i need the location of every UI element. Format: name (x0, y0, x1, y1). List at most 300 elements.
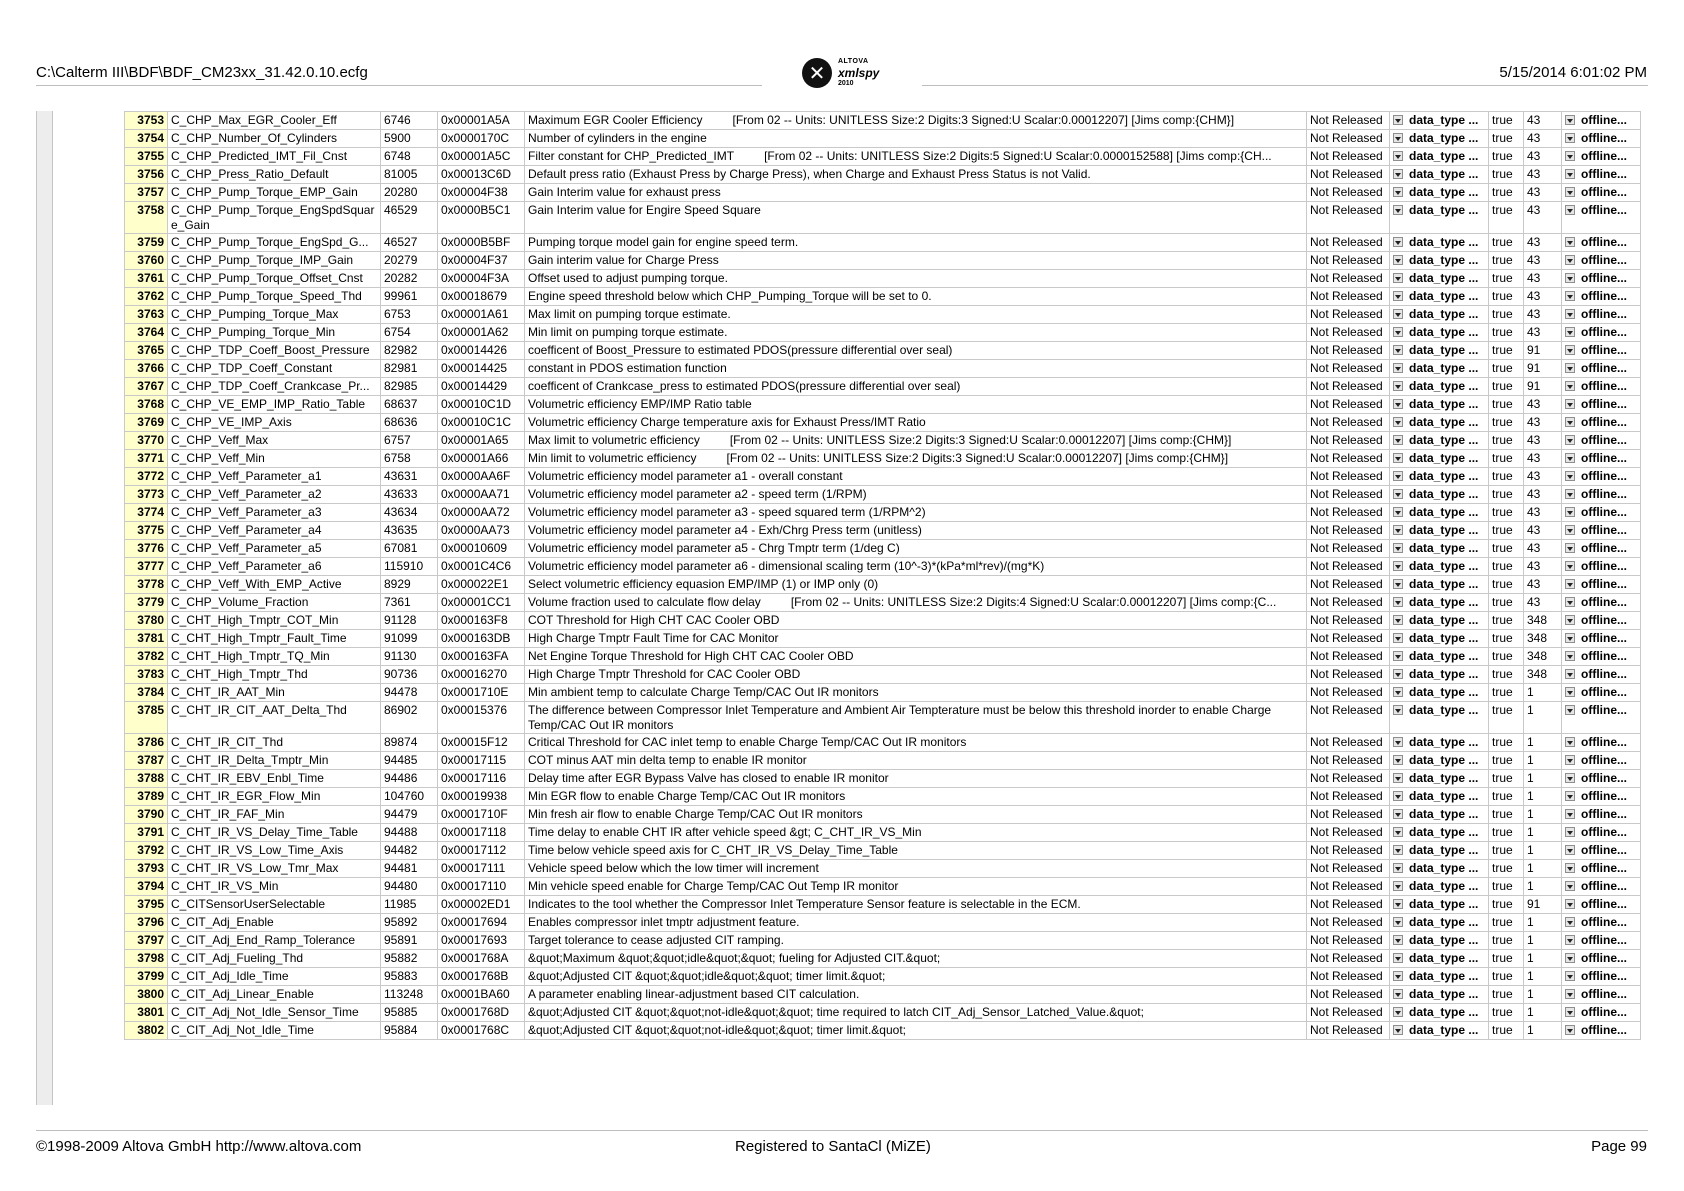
data-type-dropdown[interactable] (1390, 522, 1489, 540)
flag-value: true (1489, 666, 1524, 684)
dropdown-arrow-icon[interactable] (1393, 363, 1403, 373)
dropdown-arrow-icon[interactable] (1565, 543, 1575, 553)
mode-label: offline... (1581, 649, 1627, 663)
parameter-description (525, 234, 1307, 252)
mode-dropdown[interactable] (1562, 360, 1641, 378)
mode-dropdown[interactable] (1562, 914, 1641, 932)
mode-dropdown[interactable] (1562, 1022, 1641, 1040)
dropdown-arrow-icon[interactable] (1393, 935, 1403, 945)
dropdown-arrow-icon[interactable] (1565, 863, 1575, 873)
table-row (125, 396, 1641, 414)
flag-value: true (1489, 540, 1524, 558)
row-number: 3759 (125, 234, 168, 252)
dropdown-arrow-icon[interactable] (1565, 687, 1575, 697)
mode-dropdown[interactable] (1562, 540, 1641, 558)
data-type-dropdown[interactable] (1390, 806, 1489, 824)
dropdown-arrow-icon[interactable] (1393, 863, 1403, 873)
dropdown-arrow-icon[interactable] (1565, 615, 1575, 625)
release-status: Not Released (1307, 752, 1390, 770)
mode-dropdown[interactable] (1562, 486, 1641, 504)
parameter-id: 95892 (381, 914, 438, 932)
parameter-address: 0x00010C1C (438, 414, 525, 432)
dropdown-arrow-icon[interactable] (1393, 399, 1403, 409)
parameter-name: C_CHT_IR_EBV_Enbl_Time (168, 770, 381, 788)
description-text: Vehicle speed below which the low timer will increment (528, 861, 819, 875)
dropdown-arrow-icon[interactable] (1565, 827, 1575, 837)
mode-dropdown[interactable] (1562, 1004, 1641, 1022)
mode-dropdown[interactable] (1562, 432, 1641, 450)
mode-dropdown[interactable] (1562, 932, 1641, 950)
dropdown-arrow-icon[interactable] (1393, 489, 1403, 499)
mode-label: offline... (1581, 969, 1627, 983)
parameter-address: 0x00019938 (438, 788, 525, 806)
parameter-description (525, 860, 1307, 878)
data-type-label: data_type ... (1409, 735, 1479, 749)
dropdown-arrow-icon[interactable] (1393, 899, 1403, 909)
release-status: Not Released (1307, 522, 1390, 540)
mode-label: offline... (1581, 325, 1627, 339)
dropdown-arrow-icon[interactable] (1565, 187, 1575, 197)
dropdown-arrow-icon[interactable] (1565, 345, 1575, 355)
data-type-dropdown[interactable] (1390, 414, 1489, 432)
mode-dropdown[interactable] (1562, 594, 1641, 612)
dropdown-arrow-icon[interactable] (1565, 291, 1575, 301)
data-type-label: data_type ... (1409, 271, 1479, 285)
dropdown-arrow-icon[interactable] (1393, 1007, 1403, 1017)
dropdown-arrow-icon[interactable] (1565, 205, 1575, 215)
data-type-dropdown[interactable] (1390, 734, 1489, 752)
release-status: Not Released (1307, 184, 1390, 202)
data-type-label: data_type ... (1409, 131, 1479, 145)
group-value: 1 (1524, 788, 1562, 806)
release-status: Not Released (1307, 666, 1390, 684)
parameter-name: C_CHP_Pump_Torque_EngSpd_G... (168, 234, 381, 252)
mode-label: offline... (1581, 1023, 1627, 1037)
data-type-label: data_type ... (1409, 825, 1479, 839)
row-number: 3797 (125, 932, 168, 950)
data-type-dropdown[interactable] (1390, 752, 1489, 770)
parameter-address: 0x0000AA6F (438, 468, 525, 486)
row-number: 3773 (125, 486, 168, 504)
parameter-address: 0x0001C4C6 (438, 558, 525, 576)
data-type-dropdown[interactable] (1390, 630, 1489, 648)
dropdown-arrow-icon[interactable] (1393, 687, 1403, 697)
parameter-name: C_CHT_IR_CIT_Thd (168, 734, 381, 752)
parameter-address: 0x00001A65 (438, 432, 525, 450)
dropdown-arrow-icon[interactable] (1393, 737, 1403, 747)
row-number: 3794 (125, 878, 168, 896)
parameter-id: 94479 (381, 806, 438, 824)
dropdown-arrow-icon[interactable] (1393, 791, 1403, 801)
dropdown-arrow-icon[interactable] (1393, 151, 1403, 161)
mode-dropdown[interactable] (1562, 504, 1641, 522)
row-number: 3791 (125, 824, 168, 842)
mode-dropdown[interactable] (1562, 878, 1641, 896)
mode-dropdown[interactable] (1562, 576, 1641, 594)
data-type-dropdown[interactable] (1390, 666, 1489, 684)
data-type-label: data_type ... (1409, 523, 1479, 537)
data-type-dropdown[interactable] (1390, 594, 1489, 612)
data-type-dropdown[interactable] (1390, 1004, 1489, 1022)
parameter-name: C_CHT_IR_VS_Low_Tmr_Max (168, 860, 381, 878)
data-type-label: data_type ... (1409, 703, 1479, 717)
dropdown-arrow-icon[interactable] (1393, 953, 1403, 963)
mode-dropdown[interactable] (1562, 252, 1641, 270)
data-type-dropdown[interactable] (1390, 878, 1489, 896)
data-type-dropdown[interactable] (1390, 234, 1489, 252)
dropdown-arrow-icon[interactable] (1393, 417, 1403, 427)
parameter-address: 0x00001A62 (438, 324, 525, 342)
data-type-dropdown[interactable] (1390, 486, 1489, 504)
row-number: 3764 (125, 324, 168, 342)
mode-dropdown[interactable] (1562, 130, 1641, 148)
dropdown-arrow-icon[interactable] (1565, 309, 1575, 319)
mode-dropdown[interactable] (1562, 414, 1641, 432)
dropdown-arrow-icon[interactable] (1565, 881, 1575, 891)
dropdown-arrow-icon[interactable] (1393, 453, 1403, 463)
group-value: 1 (1524, 734, 1562, 752)
mode-label: offline... (1581, 933, 1627, 947)
parameter-id: 91128 (381, 612, 438, 630)
dropdown-arrow-icon[interactable] (1393, 827, 1403, 837)
dropdown-arrow-icon[interactable] (1565, 737, 1575, 747)
mode-dropdown[interactable] (1562, 648, 1641, 666)
mode-dropdown[interactable] (1562, 950, 1641, 968)
parameter-id: 67081 (381, 540, 438, 558)
data-type-dropdown[interactable] (1390, 112, 1489, 130)
table-row (125, 1004, 1641, 1022)
parameter-address: 0x000163FA (438, 648, 525, 666)
parameter-name: C_CHP_Pumping_Torque_Min (168, 324, 381, 342)
parameter-name: C_CIT_Adj_End_Ramp_Tolerance (168, 932, 381, 950)
dropdown-arrow-icon[interactable] (1393, 989, 1403, 999)
mode-dropdown[interactable] (1562, 202, 1641, 234)
dropdown-arrow-icon[interactable] (1393, 651, 1403, 661)
dropdown-arrow-icon[interactable] (1393, 435, 1403, 445)
dropdown-arrow-icon[interactable] (1393, 345, 1403, 355)
dropdown-arrow-icon[interactable] (1565, 845, 1575, 855)
table-row (125, 860, 1641, 878)
data-type-dropdown[interactable] (1390, 788, 1489, 806)
dropdown-arrow-icon[interactable] (1565, 237, 1575, 247)
parameter-id: 43631 (381, 468, 438, 486)
release-status: Not Released (1307, 306, 1390, 324)
table-row (125, 486, 1641, 504)
data-type-dropdown[interactable] (1390, 770, 1489, 788)
parameter-name: C_CHP_Veff_Parameter_a5 (168, 540, 381, 558)
data-type-dropdown[interactable] (1390, 540, 1489, 558)
parameter-name: C_CHP_Pump_Torque_IMP_Gain (168, 252, 381, 270)
data-type-dropdown[interactable] (1390, 360, 1489, 378)
mode-dropdown[interactable] (1562, 734, 1641, 752)
group-value: 43 (1524, 324, 1562, 342)
parameter-address: 0x0001710F (438, 806, 525, 824)
dropdown-arrow-icon[interactable] (1393, 291, 1403, 301)
dropdown-arrow-icon[interactable] (1393, 327, 1403, 337)
flag-value: true (1489, 288, 1524, 306)
data-type-dropdown[interactable] (1390, 166, 1489, 184)
mode-label: offline... (1581, 149, 1627, 163)
mode-dropdown[interactable] (1562, 342, 1641, 360)
release-status: Not Released (1307, 824, 1390, 842)
dropdown-arrow-icon[interactable] (1565, 633, 1575, 643)
dropdown-arrow-icon[interactable] (1393, 471, 1403, 481)
dropdown-arrow-icon[interactable] (1565, 489, 1575, 499)
mode-dropdown[interactable] (1562, 112, 1641, 130)
mode-dropdown[interactable] (1562, 184, 1641, 202)
mode-dropdown[interactable] (1562, 860, 1641, 878)
dropdown-arrow-icon[interactable] (1565, 525, 1575, 535)
dropdown-arrow-icon[interactable] (1393, 237, 1403, 247)
data-type-dropdown[interactable] (1390, 306, 1489, 324)
data-type-label: data_type ... (1409, 487, 1479, 501)
mode-dropdown[interactable] (1562, 468, 1641, 486)
dropdown-arrow-icon[interactable] (1393, 255, 1403, 265)
data-type-dropdown[interactable] (1390, 432, 1489, 450)
row-number: 3793 (125, 860, 168, 878)
data-type-dropdown[interactable] (1390, 914, 1489, 932)
dropdown-arrow-icon[interactable] (1393, 543, 1403, 553)
dropdown-arrow-icon[interactable] (1565, 435, 1575, 445)
dropdown-arrow-icon[interactable] (1565, 471, 1575, 481)
data-type-dropdown[interactable] (1390, 342, 1489, 360)
mode-dropdown[interactable] (1562, 896, 1641, 914)
data-type-dropdown[interactable] (1390, 684, 1489, 702)
flag-value: true (1489, 112, 1524, 130)
parameter-id: 86902 (381, 702, 438, 734)
dropdown-arrow-icon[interactable] (1565, 1025, 1575, 1035)
dropdown-arrow-icon[interactable] (1565, 917, 1575, 927)
data-type-dropdown[interactable] (1390, 324, 1489, 342)
mode-dropdown[interactable] (1562, 630, 1641, 648)
header-divider-right (922, 85, 1648, 86)
description-text: coefficent of Boost_Pressure to estimated PDOS(pressure differential over seal) (528, 343, 953, 357)
mode-dropdown[interactable] (1562, 450, 1641, 468)
mode-dropdown[interactable] (1562, 684, 1641, 702)
dropdown-arrow-icon[interactable] (1565, 809, 1575, 819)
row-number: 3786 (125, 734, 168, 752)
dropdown-arrow-icon[interactable] (1393, 809, 1403, 819)
flag-value: true (1489, 148, 1524, 166)
dropdown-arrow-icon[interactable] (1565, 755, 1575, 765)
dropdown-arrow-icon[interactable] (1565, 1007, 1575, 1017)
data-type-dropdown[interactable] (1390, 184, 1489, 202)
dropdown-arrow-icon[interactable] (1393, 169, 1403, 179)
description-text: Max limit to volumetric efficiency (528, 433, 700, 447)
parameter-address: 0x0000B5C1 (438, 202, 525, 234)
dropdown-arrow-icon[interactable] (1393, 597, 1403, 607)
data-type-dropdown[interactable] (1390, 702, 1489, 734)
dropdown-arrow-icon[interactable] (1565, 169, 1575, 179)
dropdown-arrow-icon[interactable] (1565, 507, 1575, 517)
dropdown-arrow-icon[interactable] (1565, 133, 1575, 143)
data-type-dropdown[interactable] (1390, 648, 1489, 666)
dropdown-arrow-icon[interactable] (1565, 791, 1575, 801)
dropdown-arrow-icon[interactable] (1393, 773, 1403, 783)
dropdown-arrow-icon[interactable] (1393, 755, 1403, 765)
data-type-dropdown[interactable] (1390, 396, 1489, 414)
dropdown-arrow-icon[interactable] (1393, 115, 1403, 125)
mode-dropdown[interactable] (1562, 752, 1641, 770)
mode-dropdown[interactable] (1562, 824, 1641, 842)
group-value: 1 (1524, 824, 1562, 842)
dropdown-arrow-icon[interactable] (1565, 273, 1575, 283)
mode-dropdown[interactable] (1562, 842, 1641, 860)
dropdown-arrow-icon[interactable] (1565, 597, 1575, 607)
data-type-dropdown[interactable] (1390, 860, 1489, 878)
dropdown-arrow-icon[interactable] (1393, 507, 1403, 517)
dropdown-arrow-icon[interactable] (1393, 669, 1403, 679)
flag-value: true (1489, 968, 1524, 986)
mode-dropdown[interactable] (1562, 806, 1641, 824)
data-type-dropdown[interactable] (1390, 932, 1489, 950)
description-text: Net Engine Torque Threshold for High CHT CAC Cooler OBD (528, 649, 854, 663)
table-row (125, 752, 1641, 770)
dropdown-arrow-icon[interactable] (1565, 255, 1575, 265)
parameter-address: 0x00001A61 (438, 306, 525, 324)
data-type-dropdown[interactable] (1390, 986, 1489, 1004)
release-status: Not Released (1307, 788, 1390, 806)
flag-value: true (1489, 166, 1524, 184)
parameter-description (525, 666, 1307, 684)
mode-dropdown[interactable] (1562, 148, 1641, 166)
data-type-dropdown[interactable] (1390, 148, 1489, 166)
dropdown-arrow-icon[interactable] (1565, 327, 1575, 337)
mode-dropdown[interactable] (1562, 288, 1641, 306)
data-type-dropdown[interactable] (1390, 202, 1489, 234)
dropdown-arrow-icon[interactable] (1565, 381, 1575, 391)
data-type-dropdown[interactable] (1390, 504, 1489, 522)
flag-value: true (1489, 842, 1524, 860)
parameter-address: 0x00017112 (438, 842, 525, 860)
dropdown-arrow-icon[interactable] (1393, 633, 1403, 643)
dropdown-arrow-icon[interactable] (1565, 953, 1575, 963)
dropdown-arrow-icon[interactable] (1393, 1025, 1403, 1035)
dropdown-arrow-icon[interactable] (1565, 989, 1575, 999)
dropdown-arrow-icon[interactable] (1393, 971, 1403, 981)
data-type-dropdown[interactable] (1390, 824, 1489, 842)
data-type-dropdown[interactable] (1390, 576, 1489, 594)
data-type-dropdown[interactable] (1390, 252, 1489, 270)
dropdown-arrow-icon[interactable] (1393, 615, 1403, 625)
dropdown-arrow-icon[interactable] (1565, 561, 1575, 571)
dropdown-arrow-icon[interactable] (1393, 133, 1403, 143)
data-type-label: data_type ... (1409, 595, 1479, 609)
table-row (125, 360, 1641, 378)
data-type-dropdown[interactable] (1390, 288, 1489, 306)
data-type-dropdown[interactable] (1390, 130, 1489, 148)
mode-dropdown[interactable] (1562, 378, 1641, 396)
dropdown-arrow-icon[interactable] (1565, 579, 1575, 589)
mode-dropdown[interactable] (1562, 968, 1641, 986)
dropdown-arrow-icon[interactable] (1393, 705, 1403, 715)
dropdown-arrow-icon[interactable] (1393, 187, 1403, 197)
group-value: 43 (1524, 234, 1562, 252)
row-number: 3783 (125, 666, 168, 684)
group-value: 43 (1524, 540, 1562, 558)
mode-dropdown[interactable] (1562, 666, 1641, 684)
dropdown-arrow-icon[interactable] (1565, 399, 1575, 409)
table-row (125, 540, 1641, 558)
data-type-dropdown[interactable] (1390, 950, 1489, 968)
dropdown-arrow-icon[interactable] (1565, 417, 1575, 427)
dropdown-arrow-icon[interactable] (1565, 899, 1575, 909)
data-type-dropdown[interactable] (1390, 270, 1489, 288)
dropdown-arrow-icon[interactable] (1393, 579, 1403, 589)
data-type-dropdown[interactable] (1390, 450, 1489, 468)
mode-label: offline... (1581, 897, 1627, 911)
mode-dropdown[interactable] (1562, 788, 1641, 806)
dropdown-arrow-icon[interactable] (1393, 561, 1403, 571)
dropdown-arrow-icon[interactable] (1565, 705, 1575, 715)
data-type-dropdown[interactable] (1390, 468, 1489, 486)
dropdown-arrow-icon[interactable] (1393, 309, 1403, 319)
mode-dropdown[interactable] (1562, 558, 1641, 576)
dropdown-arrow-icon[interactable] (1565, 453, 1575, 463)
parameter-address: 0x0001BA60 (438, 986, 525, 1004)
data-type-dropdown[interactable] (1390, 558, 1489, 576)
parameter-id: 20279 (381, 252, 438, 270)
release-status: Not Released (1307, 878, 1390, 896)
dropdown-arrow-icon[interactable] (1565, 773, 1575, 783)
data-type-dropdown[interactable] (1390, 968, 1489, 986)
dropdown-arrow-icon[interactable] (1565, 669, 1575, 679)
dropdown-arrow-icon[interactable] (1393, 273, 1403, 283)
parameter-name: C_CHT_High_Tmptr_COT_Min (168, 612, 381, 630)
data-type-dropdown[interactable] (1390, 1022, 1489, 1040)
data-type-dropdown[interactable] (1390, 612, 1489, 630)
altova-logo (800, 56, 892, 92)
dropdown-arrow-icon[interactable] (1565, 971, 1575, 981)
mode-dropdown[interactable] (1562, 770, 1641, 788)
table-row (125, 504, 1641, 522)
dropdown-arrow-icon[interactable] (1393, 205, 1403, 215)
dropdown-arrow-icon[interactable] (1565, 651, 1575, 661)
dropdown-arrow-icon[interactable] (1565, 363, 1575, 373)
dropdown-arrow-icon[interactable] (1565, 115, 1575, 125)
data-type-dropdown[interactable] (1390, 842, 1489, 860)
dropdown-arrow-icon[interactable] (1393, 381, 1403, 391)
mode-label: offline... (1581, 397, 1627, 411)
group-value: 43 (1524, 522, 1562, 540)
dropdown-arrow-icon[interactable] (1565, 151, 1575, 161)
data-type-dropdown[interactable] (1390, 896, 1489, 914)
dropdown-arrow-icon[interactable] (1565, 935, 1575, 945)
mode-dropdown[interactable] (1562, 612, 1641, 630)
mode-label: offline... (1581, 361, 1627, 375)
mode-dropdown[interactable] (1562, 270, 1641, 288)
release-status: Not Released (1307, 950, 1390, 968)
mode-dropdown[interactable] (1562, 396, 1641, 414)
mode-dropdown[interactable] (1562, 324, 1641, 342)
mode-dropdown[interactable] (1562, 986, 1641, 1004)
mode-dropdown[interactable] (1562, 306, 1641, 324)
dropdown-arrow-icon[interactable] (1393, 525, 1403, 535)
dropdown-arrow-icon[interactable] (1393, 917, 1403, 927)
table-row (125, 324, 1641, 342)
mode-dropdown[interactable] (1562, 234, 1641, 252)
dropdown-arrow-icon[interactable] (1393, 881, 1403, 891)
mode-dropdown[interactable] (1562, 522, 1641, 540)
mode-label: offline... (1581, 235, 1627, 249)
data-type-dropdown[interactable] (1390, 378, 1489, 396)
mode-dropdown[interactable] (1562, 166, 1641, 184)
parameter-description (525, 770, 1307, 788)
mode-dropdown[interactable] (1562, 702, 1641, 734)
description-text: Gain Interim value for Engire Speed Square (528, 203, 761, 217)
flag-value: true (1489, 324, 1524, 342)
dropdown-arrow-icon[interactable] (1393, 845, 1403, 855)
